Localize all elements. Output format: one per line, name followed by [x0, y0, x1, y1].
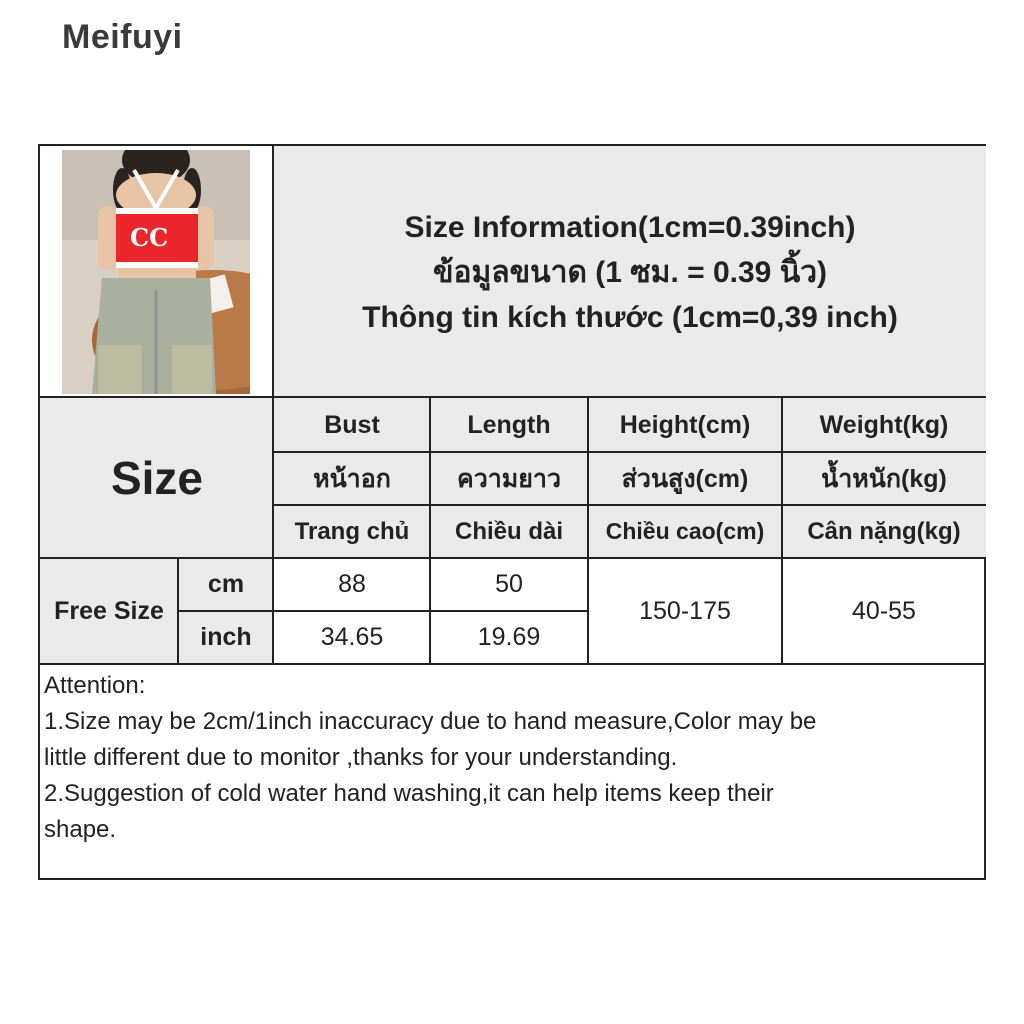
- attention-line-3: 2.Suggestion of cold water hand washing,it can help items keep their: [44, 780, 774, 807]
- size-label: Size: [110, 452, 204, 504]
- grid-line: [587, 398, 589, 664]
- grid-line: [272, 146, 274, 664]
- grid-line: [40, 663, 986, 665]
- header-length-en: Length: [430, 398, 588, 452]
- product-photo: [62, 150, 250, 394]
- row-label-free-size: Free Size: [40, 558, 178, 664]
- grid-line: [429, 398, 431, 664]
- weight-range-value: 40-55: [852, 596, 916, 625]
- bust-inch-value: 34.65: [320, 623, 384, 651]
- length-inch-value: 19.69: [477, 623, 541, 651]
- grid-line: [272, 504, 986, 506]
- grid-line: [781, 398, 783, 664]
- bust-cm-value: 88: [338, 570, 366, 598]
- grid-line: [272, 451, 986, 453]
- product-photo-illustration: [62, 150, 250, 394]
- attention-line-1: 1.Size may be 2cm/1inch inaccuracy due to hand measure,Color may be: [44, 708, 817, 735]
- shirt-print: CC: [130, 223, 169, 252]
- info-title-th: ข้อมูลขนาด (1 ซม. = 0.39 นิ้ว): [432, 255, 828, 289]
- unit-cm: cm: [178, 558, 274, 611]
- grid-line: [177, 610, 588, 612]
- length-cm-value: 50: [495, 570, 523, 598]
- header-length-vi: Chiều dài: [430, 505, 588, 558]
- size-chart: [38, 144, 986, 880]
- header-height-vi: Chiều cao(cm): [588, 505, 782, 558]
- header-length-th: ความยาว: [430, 452, 588, 505]
- info-title-vi: Thông tin kích thước (1cm=0,39 inch): [362, 300, 898, 334]
- header-bust-vi: Trang chủ: [274, 505, 430, 558]
- grid-line: [40, 557, 986, 559]
- size-label-cell: [40, 398, 274, 558]
- attention-title: Attention:: [44, 672, 146, 699]
- grid-line: [40, 396, 986, 398]
- header-height-en: Height(cm): [588, 398, 782, 452]
- attention-line-2: little different due to monitor ,thanks for your understanding.: [44, 744, 678, 771]
- header-bust-en: Bust: [274, 398, 430, 452]
- unit-inch: inch: [178, 611, 274, 664]
- height-range-value: 150-175: [639, 596, 731, 625]
- header-weight-en: Weight(kg): [782, 398, 986, 452]
- header-height-th: ส่วนสูง(cm): [588, 452, 782, 505]
- brand-logo: Meifuyi: [62, 18, 183, 56]
- header-weight-th: น้ำหนัก(kg): [782, 452, 986, 505]
- header-bust-th: หน้าอก: [274, 452, 430, 505]
- info-title-en: Size Information(1cm=0.39inch): [404, 210, 856, 244]
- attention-line-4: shape.: [44, 816, 117, 843]
- attention-notes: [44, 668, 974, 848]
- header-weight-vi: Cân nặng(kg): [782, 505, 986, 558]
- size-info-header: [274, 146, 986, 398]
